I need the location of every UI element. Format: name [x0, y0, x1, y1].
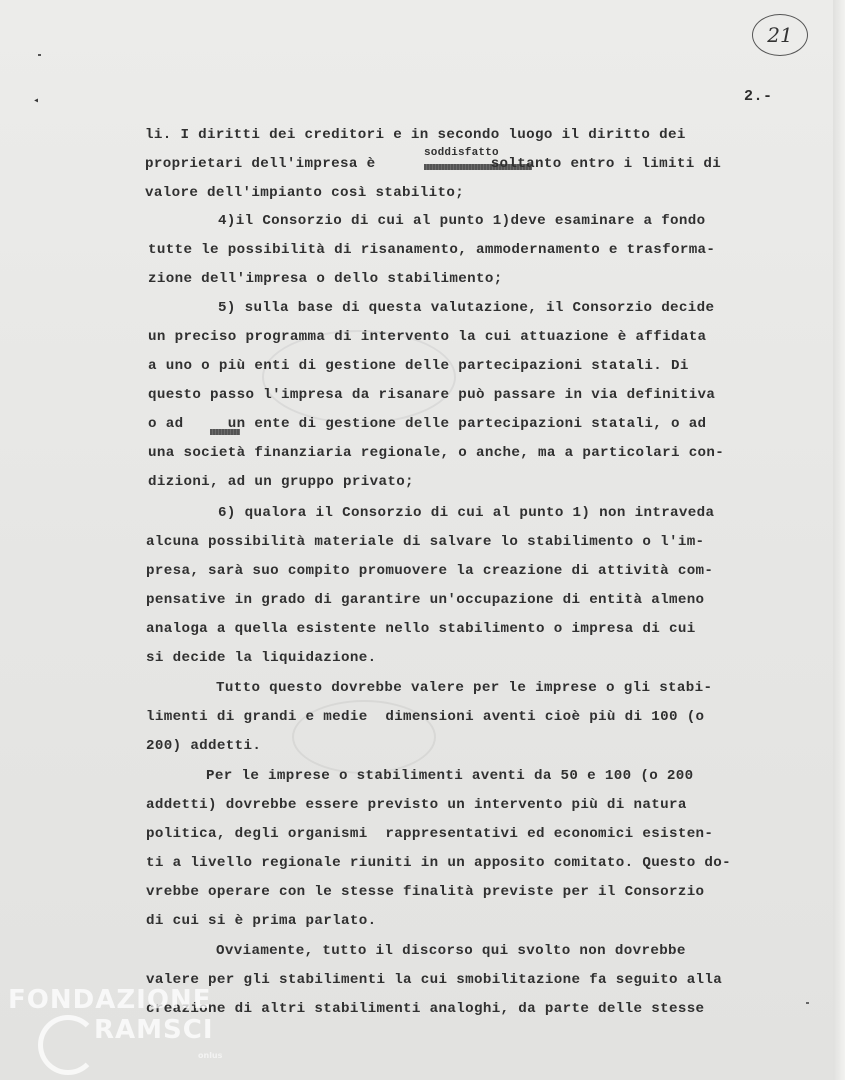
text-line: presa, sarà suo compito promuovere la creazione di attività com-: [146, 563, 714, 579]
text-line: 6) qualora il Consorzio di cui al punto 1) non intraveda: [218, 505, 715, 521]
text-line: addetti) dovrebbe essere previsto un intervento più di natura: [146, 797, 687, 813]
text-line: li. I diritti dei creditori e in secondo luogo il diritto dei: [145, 127, 686, 143]
text-line: alcuna possibilità materiale di salvare lo stabilimento o l'im-: [146, 534, 705, 550]
text-line: dizioni, ad un gruppo privato;: [148, 474, 414, 490]
text-line: politica, degli organismi rappresentativi ed economici esisten-: [146, 826, 714, 842]
text-line: 200) addetti.: [146, 738, 262, 754]
text-line: Tutto questo dovrebbe valere per le imprese o gli stabi-: [216, 680, 713, 696]
text-line: pensative in grado di garantire un'occupazione di entità almeno: [146, 592, 705, 608]
margin-mark-icon: ◂: [33, 96, 40, 107]
text-line: creazione di altri stabilimenti analoghi, da parte delle stesse: [146, 1001, 705, 1017]
watermark-sub: onlus: [198, 1051, 223, 1060]
page-number: 2.-: [744, 88, 773, 105]
text-line: 5) sulla base di questa valutazione, il Consorzio decide: [218, 300, 715, 316]
watermark-line1: FONDAZIONE: [8, 985, 212, 1015]
text-line: un preciso programma di intervento la cui attuazione è affidata: [148, 329, 707, 345]
text-line: proprietari dell'impresa è soltanto entro i limiti di: [145, 156, 722, 172]
text-line: questo passo l'impresa da risanare può passare in via definitiva: [148, 387, 716, 403]
g-logo-icon: [38, 1015, 98, 1075]
text-line: Per le imprese o stabilimenti aventi da 50 e 100 (o 200: [206, 768, 694, 784]
watermark-line2: RAMSCI: [94, 1015, 214, 1045]
handwritten-correction: soddisfatto: [424, 147, 499, 159]
text-line: Ovviamente, tutto il discorso qui svolto non dovrebbe: [216, 943, 686, 959]
archive-number: 21: [752, 14, 808, 56]
text-line: vrebbe operare con le stesse finalità previste per il Consorzio: [146, 884, 705, 900]
text-line: valore dell'impianto così stabilito;: [145, 185, 465, 201]
text-line: 4)il Consorzio di cui al punto 1)deve esaminare a fondo: [218, 213, 706, 229]
text-line: o ad un ente di gestione delle partecipazioni statali, o ad: [148, 416, 707, 432]
text-line: limenti di grandi e medie dimensioni aventi cioè più di 100 (o: [146, 709, 705, 725]
text-line: valere per gli stabilimenti la cui smobilitazione fa seguito alla: [146, 972, 723, 988]
text-line: tutte le possibilità di risanamento, ammodernamento e trasforma-: [148, 242, 716, 258]
text-line: si decide la liquidazione.: [146, 650, 377, 666]
text-line: a uno o più enti di gestione delle partecipazioni statali. Di: [148, 358, 689, 374]
text-line: ti a livello regionale riuniti in un apposito comitato. Questo do-: [146, 855, 732, 871]
fondazione-gramsci-watermark: [8, 985, 223, 1075]
text-line: di cui si è prima parlato.: [146, 913, 377, 929]
text-line: analoga a quella esistente nello stabilimento o impresa di cui: [146, 621, 696, 637]
text-line: zione dell'impresa o dello stabilimento;: [148, 271, 503, 287]
text-line: una società finanziaria regionale, o anche, ma a particolari con-: [148, 445, 725, 461]
